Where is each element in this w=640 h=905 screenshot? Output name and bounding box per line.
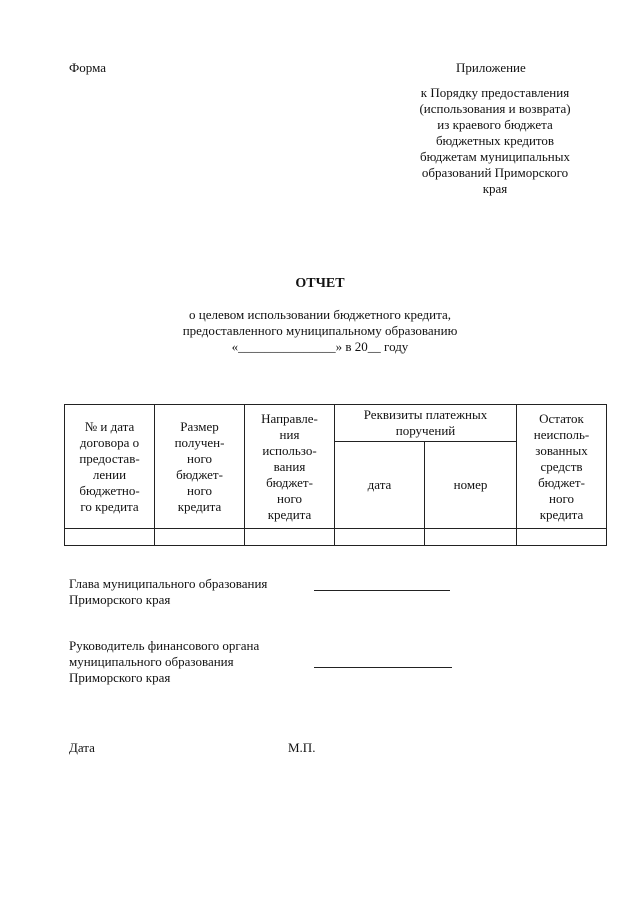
form-label: Форма (69, 60, 106, 75)
col-header-amount: Размер получен- ного бюджет- ного кредита (155, 405, 245, 529)
col-header-remainder: Остаток неисполь- зованных средств бюджет- ного кредита (517, 405, 607, 529)
table-row (65, 529, 607, 546)
appendix-label: Приложение (456, 60, 526, 75)
table-cell (517, 529, 607, 546)
date-label: Дата (69, 740, 95, 755)
appendix-reference (395, 85, 595, 197)
appendix-ref-line: бюджетам муниципальных (420, 149, 570, 164)
appendix-ref-line: бюджетных кредитов (435, 133, 555, 148)
table-cell (335, 529, 425, 546)
table-cell (65, 529, 155, 546)
signature-head-label: Глава муниципального образования Приморского края (69, 576, 268, 607)
signature-finance-line (314, 667, 452, 668)
col-header-payment-number: номер (425, 442, 517, 529)
appendix-ref-line: к Порядку предоставления (420, 85, 570, 100)
col-header-payment-details: Реквизиты платежных поручений (335, 405, 517, 442)
col-header-payment-date: дата (335, 442, 425, 529)
appendix-ref-line: (использования и возврата) (419, 101, 571, 116)
document-title: ОТЧЕТ (295, 276, 345, 291)
appendix-ref-line: из краевого бюджета (437, 117, 553, 132)
signature-finance-label: Руководитель финансового органа муниципального образования Приморского края (69, 638, 260, 685)
col-header-contract: № и дата договора о предостав- лении бюджетно- го кредита (65, 405, 155, 529)
document-subtitle (0, 307, 640, 355)
col-header-direction: Направле- ния использо- вания бюджет- ного кредита (245, 405, 335, 529)
appendix-ref-line: образований Приморского (421, 165, 569, 180)
subtitle-line: о целевом использовании бюджетного кредита, (189, 307, 451, 322)
table-cell (155, 529, 245, 546)
signature-head-line (314, 590, 450, 591)
subtitle-line: предоставленного муниципальному образованию (182, 323, 458, 338)
appendix-ref-line: края (482, 181, 508, 196)
table-cell (245, 529, 335, 546)
report-table (64, 404, 607, 546)
table-cell (425, 529, 517, 546)
subtitle-line: «_______________» в 20__ году (231, 339, 409, 354)
stamp-label: М.П. (288, 740, 316, 755)
